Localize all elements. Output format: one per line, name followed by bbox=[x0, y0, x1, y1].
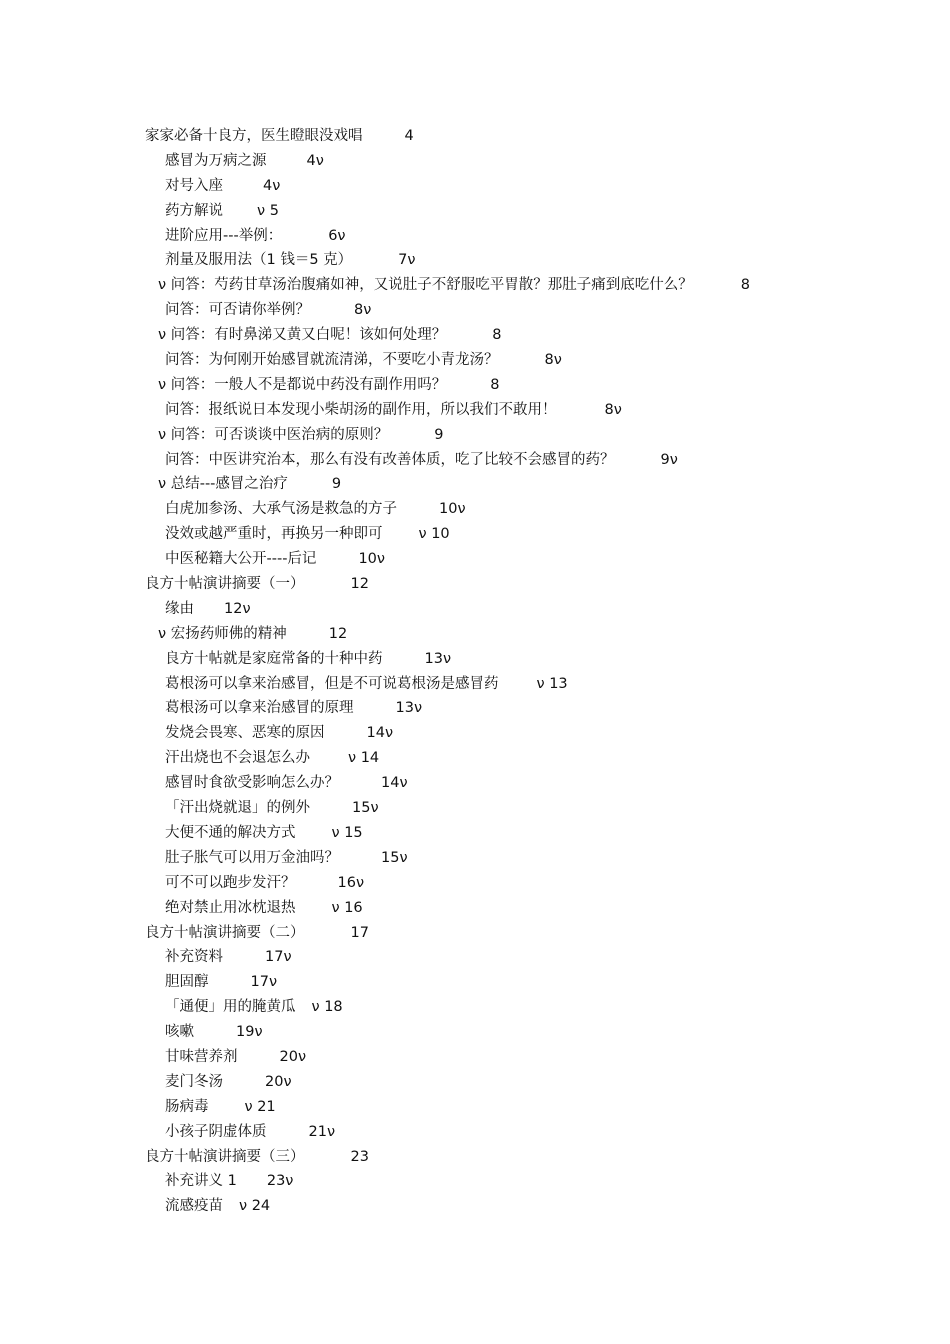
toc-entry[interactable] bbox=[0, 348, 950, 373]
toc-title: 甘味营养剂 bbox=[165, 1048, 238, 1065]
toc-title: 问答：芍药甘草汤治腹痛如神，又说肚子不舒服吃平胃散？那肚子痛到底吃什么？ bbox=[170, 277, 693, 294]
toc-title: 发烧会畏寒、恶寒的原因 bbox=[165, 725, 325, 742]
toc-title: 问答：可否请你举例？ bbox=[165, 302, 310, 319]
toc-entry[interactable] bbox=[0, 174, 950, 199]
toc-title: 问答：报纸说日本发现小柴胡汤的副作用，所以我们不敢用！ bbox=[165, 401, 557, 418]
toc-page-number: ν 21 bbox=[244, 1098, 276, 1115]
toc-title: 家家必备十良方，医生瞪眼没戏唱 bbox=[145, 128, 363, 144]
toc-title: 问答：有时鼻涕又黄又白呢！该如何处理？ bbox=[170, 327, 447, 344]
toc-chapter[interactable] bbox=[0, 921, 950, 946]
toc-page-number: ν 24 bbox=[239, 1198, 271, 1215]
toc-page-number: 19ν bbox=[236, 1024, 263, 1041]
toc-title: 问答：可否谈谈中医治病的原则？ bbox=[170, 426, 389, 443]
toc-title: 药方解说 bbox=[165, 202, 223, 219]
toc-entry[interactable] bbox=[0, 522, 950, 547]
toc-page-number: 17 bbox=[350, 924, 369, 941]
toc-chapter[interactable] bbox=[0, 572, 950, 597]
toc-title: 良方十帖就是家庭常备的十种中药 bbox=[165, 650, 383, 667]
toc-page-number: ν 18 bbox=[311, 999, 343, 1016]
toc-bullet-mark: ν bbox=[158, 476, 171, 493]
toc-entry[interactable] bbox=[0, 647, 950, 672]
toc-title: 「通便」用的腌黄瓜 bbox=[165, 999, 296, 1016]
toc-page-number: 10ν bbox=[439, 501, 466, 518]
toc-page-number: ν 14 bbox=[348, 750, 380, 767]
toc-page-number: 10ν bbox=[358, 551, 385, 568]
toc-title: 问答：为何刚开始感冒就流清涕，不要吃小青龙汤？ bbox=[165, 352, 499, 369]
toc-page-number: 8ν bbox=[604, 401, 622, 418]
toc-page-number: 7ν bbox=[398, 252, 416, 269]
toc-entry[interactable] bbox=[0, 622, 950, 647]
toc-entry[interactable] bbox=[0, 298, 950, 323]
toc-page-number: 12 bbox=[350, 576, 369, 593]
toc-entry[interactable] bbox=[0, 821, 950, 846]
toc-title: 肠病毒 bbox=[165, 1098, 209, 1115]
toc-title: 宏扬药师佛的精神 bbox=[170, 625, 287, 642]
toc-entry[interactable] bbox=[0, 224, 950, 249]
toc-entry[interactable] bbox=[0, 373, 950, 398]
toc-title: 剂量及服用法（1 钱＝5 克） bbox=[165, 252, 353, 269]
toc-title: 麦门冬汤 bbox=[165, 1073, 223, 1090]
toc-page-number: 21ν bbox=[308, 1123, 336, 1140]
toc-title: 咳嗽 bbox=[165, 1024, 194, 1041]
toc-entry[interactable] bbox=[0, 597, 950, 622]
table-of-contents bbox=[0, 124, 950, 1219]
toc-page-number: 20ν bbox=[265, 1073, 292, 1090]
toc-title: 补充资料 bbox=[165, 949, 223, 966]
toc-entry[interactable] bbox=[0, 771, 950, 796]
toc-title: 良方十帖演讲摘要（三） bbox=[145, 1148, 305, 1165]
toc-title: 良方十帖演讲摘要（一） bbox=[145, 576, 305, 593]
toc-page-number: 15ν bbox=[352, 800, 379, 817]
toc-title: 对号入座 bbox=[165, 177, 223, 194]
toc-title: 缘由 bbox=[165, 600, 194, 617]
toc-page-number: 23 bbox=[350, 1148, 369, 1165]
toc-page-number: 20ν bbox=[279, 1048, 307, 1065]
toc-entry[interactable] bbox=[0, 896, 950, 921]
toc-title: 感冒时食欲受影响怎么办？ bbox=[165, 775, 339, 792]
toc-page-number: 17ν bbox=[250, 974, 278, 991]
toc-page-number: 8ν bbox=[544, 352, 562, 369]
toc-title: 绝对禁止用冰枕退热 bbox=[165, 899, 296, 916]
toc-page-number: 13ν bbox=[424, 650, 452, 667]
toc-page-number: 4ν bbox=[263, 177, 281, 194]
toc-entry[interactable] bbox=[0, 1020, 950, 1045]
toc-title: 感冒为万病之源 bbox=[165, 152, 267, 169]
toc-title: 总结---感冒之治疗 bbox=[170, 476, 288, 493]
toc-entry[interactable] bbox=[0, 945, 950, 970]
toc-title: 白虎加参汤、大承气汤是救急的方子 bbox=[165, 501, 397, 518]
toc-entry[interactable] bbox=[0, 248, 950, 273]
toc-title: 良方十帖演讲摘要（二） bbox=[145, 924, 305, 941]
toc-entry[interactable] bbox=[0, 970, 950, 995]
toc-entry[interactable] bbox=[0, 1194, 950, 1219]
toc-entry[interactable] bbox=[0, 149, 950, 174]
toc-entry[interactable] bbox=[0, 472, 950, 497]
toc-title: 葛根汤可以拿来治感冒，但是不可说葛根汤是感冒药 bbox=[165, 675, 499, 692]
toc-entry[interactable] bbox=[0, 672, 950, 697]
toc-page-number: 4ν bbox=[306, 152, 324, 169]
toc-title: 葛根汤可以拿来治感冒的原理 bbox=[165, 700, 354, 717]
toc-page-number: 8 bbox=[492, 327, 502, 344]
toc-entry[interactable] bbox=[0, 796, 950, 821]
toc-entry[interactable] bbox=[0, 199, 950, 224]
toc-page-number: 9 bbox=[331, 476, 342, 493]
toc-bullet-mark: ν bbox=[158, 277, 171, 294]
toc-page-number: 23ν bbox=[266, 1173, 294, 1190]
toc-page-number: 8 bbox=[740, 277, 750, 294]
toc-entry[interactable] bbox=[0, 1120, 950, 1145]
toc-title: 中医秘籍大公开----后记 bbox=[165, 551, 317, 568]
toc-entry[interactable] bbox=[0, 323, 950, 348]
toc-title: 问答：中医讲究治本，那么有没有改善体质，吃了比较不会感冒的药？ bbox=[165, 451, 615, 468]
toc-entry[interactable] bbox=[0, 696, 950, 721]
toc-bullet-mark: ν bbox=[158, 625, 171, 642]
toc-entry[interactable] bbox=[0, 846, 950, 871]
toc-page-number: 16ν bbox=[337, 874, 365, 891]
toc-bullet-mark: ν bbox=[158, 327, 171, 344]
toc-title: 肚子胀气可以用万金油吗？ bbox=[165, 849, 339, 866]
toc-title: 可不可以跑步发汗？ bbox=[165, 874, 296, 891]
toc-page-number: 15ν bbox=[381, 849, 408, 866]
toc-entry[interactable] bbox=[0, 746, 950, 771]
toc-title: 流感疫苗 bbox=[165, 1198, 223, 1215]
toc-bullet-mark: ν bbox=[158, 376, 171, 393]
toc-title: 小孩子阴虚体质 bbox=[165, 1123, 267, 1140]
toc-entry[interactable] bbox=[0, 1045, 950, 1070]
toc-page-number: ν 13 bbox=[536, 675, 568, 692]
toc-entry[interactable] bbox=[0, 1070, 950, 1095]
toc-entry[interactable] bbox=[0, 497, 950, 522]
toc-page-number: ν 16 bbox=[331, 899, 363, 916]
toc-page-number: 9 bbox=[434, 426, 444, 443]
toc-entry[interactable] bbox=[0, 721, 950, 746]
toc-title: 进阶应用---举例： bbox=[165, 227, 283, 244]
toc-page-number: ν 15 bbox=[331, 824, 363, 841]
toc-title: 胆固醇 bbox=[165, 974, 209, 991]
toc-page-number: ν 10 bbox=[418, 526, 450, 543]
toc-title: 「汗出烧就退」的例外 bbox=[165, 800, 310, 817]
toc-entry[interactable] bbox=[0, 1095, 950, 1120]
toc-page-number: 14ν bbox=[381, 775, 408, 792]
toc-page-number: 17ν bbox=[265, 949, 292, 966]
toc-title: 汗出烧也不会退怎么办 bbox=[165, 750, 310, 767]
toc-entry[interactable] bbox=[0, 273, 950, 298]
toc-entry[interactable] bbox=[0, 547, 950, 572]
toc-page-number: 8 bbox=[490, 376, 500, 393]
toc-page-number: 14ν bbox=[366, 725, 394, 742]
toc-page-number: ν 5 bbox=[257, 202, 279, 219]
toc-chapter[interactable] bbox=[0, 124, 950, 149]
toc-title: 没效或越严重时，再换另一种即可 bbox=[165, 526, 383, 543]
toc-page-number: 4 bbox=[404, 128, 414, 144]
toc-entry[interactable] bbox=[0, 398, 950, 423]
toc-title: 大便不通的解决方式 bbox=[165, 824, 296, 841]
toc-chapter[interactable] bbox=[0, 1145, 950, 1170]
toc-title: 问答：一般人不是都说中药没有副作用吗？ bbox=[170, 376, 447, 393]
toc-entry[interactable] bbox=[0, 423, 950, 448]
toc-page-number: 13ν bbox=[395, 700, 423, 717]
toc-title: 补充讲义 1 bbox=[165, 1173, 237, 1190]
toc-entry[interactable] bbox=[0, 995, 950, 1020]
toc-entry[interactable] bbox=[0, 448, 950, 473]
toc-page-number: 12ν bbox=[224, 600, 251, 617]
toc-page-number: 8ν bbox=[354, 302, 372, 319]
toc-page-number: 6ν bbox=[328, 227, 346, 244]
toc-page-number: 12 bbox=[328, 625, 348, 642]
toc-bullet-mark: ν bbox=[158, 426, 171, 443]
toc-page-number: 9ν bbox=[660, 451, 678, 468]
toc-entry[interactable] bbox=[0, 1169, 950, 1194]
toc-entry[interactable] bbox=[0, 871, 950, 896]
